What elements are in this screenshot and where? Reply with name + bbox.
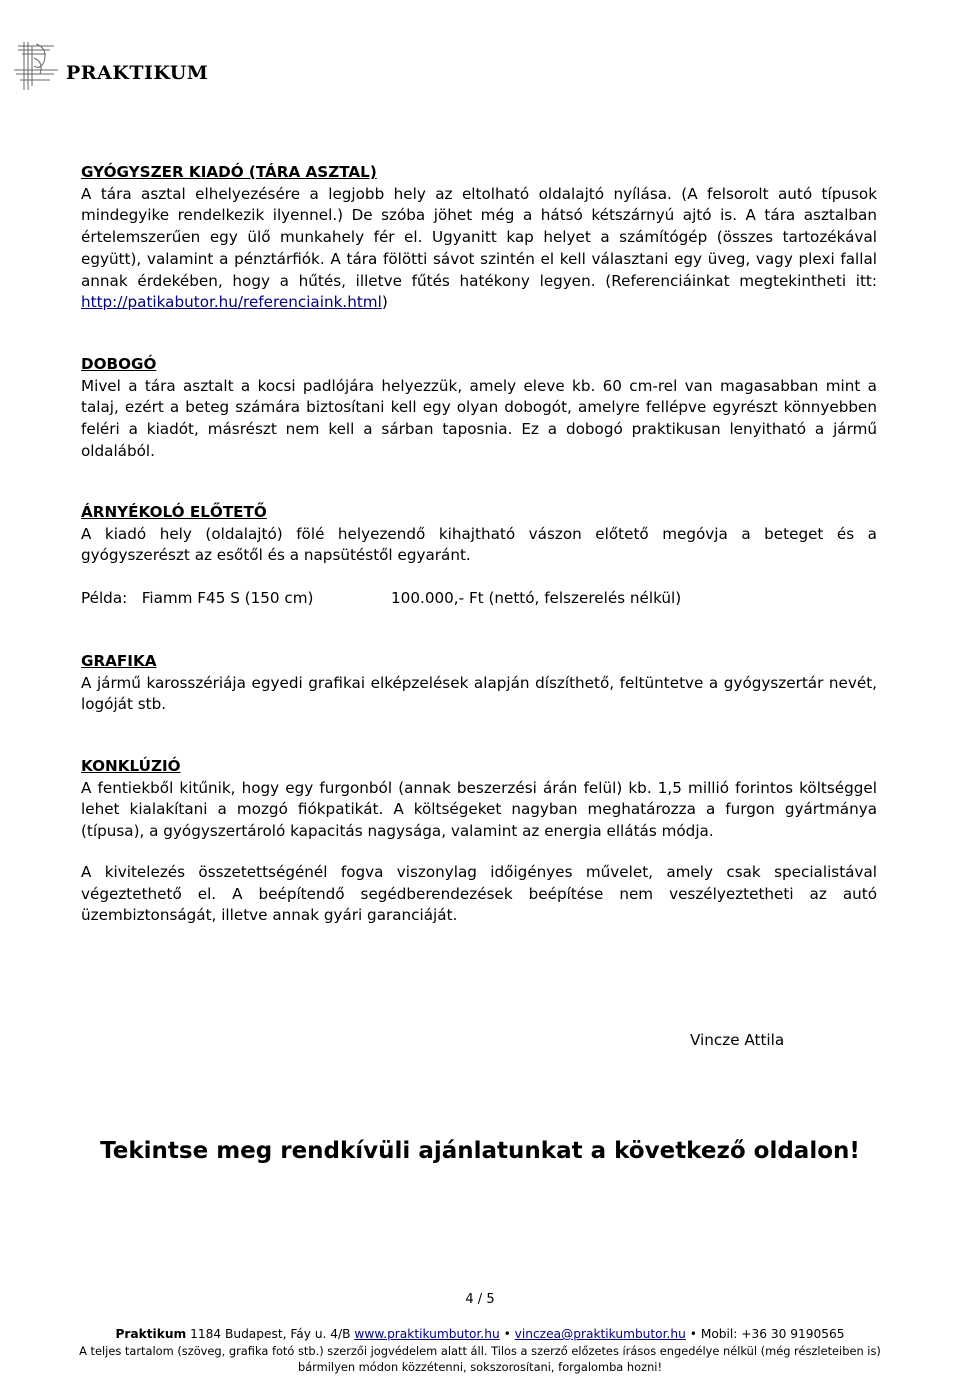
- section-body: A kiadó hely (oldalajtó) fölé helyezendő kihajtható vászon előtető megóvja a beteget és a gyógyszerészt az esőtől és a napsütéstől egyaránt.: [81, 524, 877, 565]
- footer-email-link[interactable]: vinczea@praktikumbutor.hu: [514, 1327, 686, 1341]
- section-body: A fentiekből kitűnik, hogy egy furgonból (annak beszerzési árán felül) kb. 1,5 millió forintos költséggel lehet kialakítani a mozgó fiókpatikát. A költségeket nagyban meghatározza a furgon gyártmánya (típusa), a gyógyszertároló kapacitás nagysága, valamint az energia ellátás módja.: [81, 778, 877, 841]
- footer-mobile: Mobil: +36 30 9190565: [700, 1327, 845, 1341]
- section-dobogo: [81, 354, 877, 463]
- section-heading: KONKLÚZIÓ: [81, 757, 181, 775]
- section-body: A tára asztal elhelyezésére a legjobb hely az eltolható oldalajtó nyílása. (A felsorolt autó típusok mindegyike rendelkezik ilyennel.) De szóba jöhet még a hátsó kétszárnyú ajtó is. A tára asztalban értelemszerűen egy ülő munkahely fér el. Ugyanitt kap helyet a számítógép (összes tartozékával együtt), valamint a pénztárfiók. A tára fölötti sávot szintén el kell választani egy üveg, vagy plexi fallal annak érdekében, hogy a hűtés, illetve fűtés hatékony legyen. (Referenciáinkat megtekintheti itt: http://patikabutor.hu/referenciaink.html): [81, 184, 877, 312]
- footer-website-link[interactable]: www.praktikumbutor.hu: [354, 1327, 500, 1341]
- referencia-link[interactable]: http://patikabutor.hu/referenciaink.html: [81, 293, 382, 312]
- section-body: A kivitelezés összetettségénél fogva viszonylag időigényes művelet, amely csak specialistával végeztethető el. A beépítendő segédberendezések beépítése nem veszélyeztetheti az autó üzembiztonságát, illetve annak gyári garanciáját.: [81, 862, 877, 925]
- section-konkluzio: [81, 756, 877, 927]
- section-heading: DOBOGÓ: [81, 355, 157, 373]
- page-number: 4 / 5: [465, 1292, 495, 1307]
- example-price: 100.000,- Ft (nettó, felszerelés nélkül): [391, 589, 682, 607]
- section-heading: ÁRNYÉKOLÓ ELŐTETŐ: [81, 503, 267, 521]
- section-tara: [81, 162, 877, 314]
- section-heading: GYÓGYSZER KIADÓ (TÁRA ASZTAL): [81, 163, 377, 181]
- section-heading: GRAFIKA: [81, 652, 157, 670]
- bullet-icon: •: [503, 1327, 511, 1341]
- footer-contact: [0, 1326, 960, 1342]
- signature: Vincze Attila: [690, 1031, 785, 1049]
- section-body: Mivel a tára asztalt a kocsi padlójára helyezzük, amely eleve kb. 60 cm-rel van magasabban mint a talaj, ezért a beteg számára biztosítani kell egy olyan dobogót, amelyre fellépve egyrészt könnyebben feléri a kiadót, másrészt nem kell a sárban taposnia. Ez a dobogó praktikusan lenyitható a jármű oldalából.: [81, 376, 877, 460]
- footer-copyright-2: bármilyen módon közzétenni, sokszorosítani, forgalomba hozni!: [297, 1360, 663, 1374]
- section-arnyekolo: [81, 502, 877, 567]
- example-label: Példa: Fiamm F45 S (150 cm): [81, 589, 314, 607]
- logo-text: PRAKTIKUM: [66, 62, 209, 84]
- section-grafika: [81, 651, 877, 716]
- bullet-icon: •: [689, 1327, 697, 1341]
- company-logo: [14, 40, 214, 92]
- section-body: A jármű karosszériája egyedi grafikai elképzelések alapján díszíthető, feltüntetve a gyógyszertár nevét, logóját stb.: [81, 673, 877, 714]
- footer-address: 1184 Budapest, Fáy u. 4/B: [190, 1327, 351, 1341]
- logo-mark-icon: [14, 40, 74, 92]
- footer-company: Praktikum: [115, 1327, 187, 1341]
- footer-copyright-1: A teljes tartalom (szöveg, grafika fotó stb.) szerzői jogvédelem alatt áll. Tilos a szerző előzetes írásos engedélye nélkül (még részleteiben is): [79, 1344, 881, 1358]
- call-to-action: Tekintse meg rendkívüli ajánlatunkat a következő oldalon!: [100, 1138, 860, 1164]
